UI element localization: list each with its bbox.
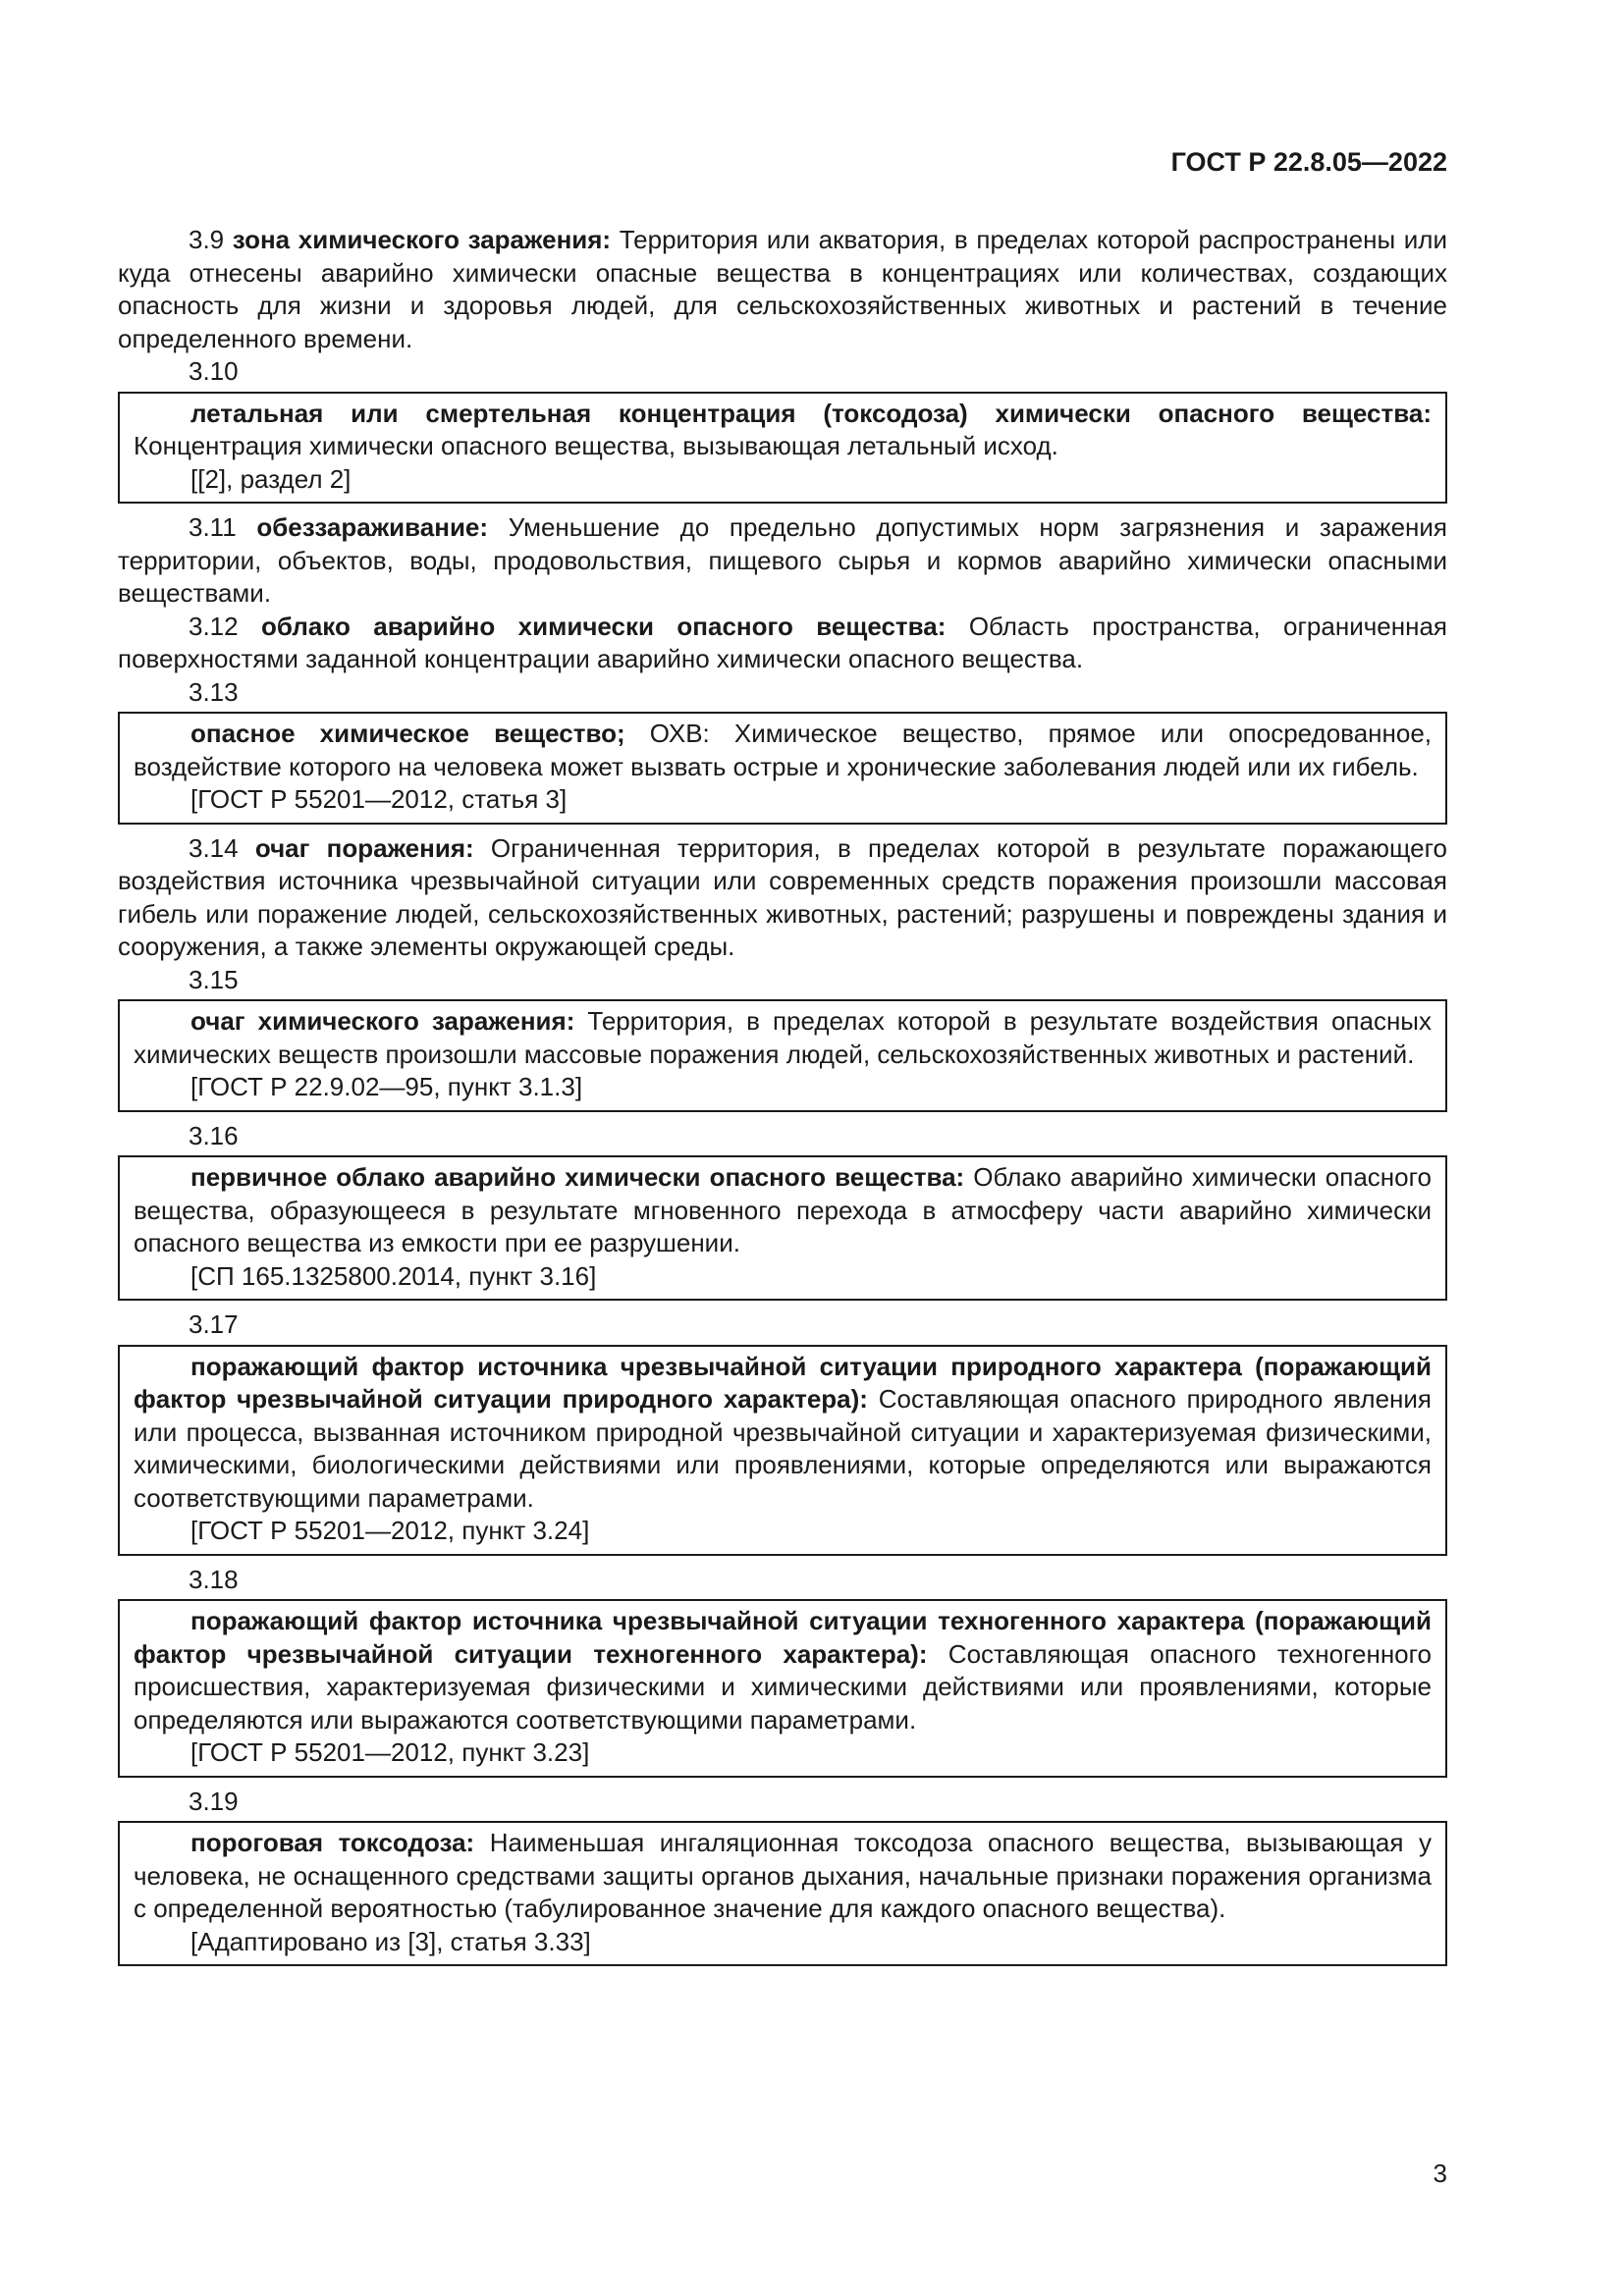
term: очаг химического заражения:	[190, 1006, 575, 1036]
clause-number: 3.10	[189, 356, 239, 386]
page-number: 3	[1433, 2159, 1447, 2188]
definition-text: Составляющая опасного техногенного происшествия, характеризуемая физическими и химическими действиями или проявлениями, которые определяются или выражаются соответствующими параметрами.	[134, 1638, 1433, 1735]
definition-paragraph	[134, 1351, 1432, 1516]
definition-box	[118, 1821, 1447, 1966]
definition-source: [СП 165.1325800.2014, пункт 3.16]	[190, 1260, 597, 1291]
clause-number: 3.12	[189, 611, 239, 641]
term: зона химического заражения:	[232, 225, 612, 254]
definition-text: Территория, в пределах которой в результате воздействия опасных химических веществ произошли массовые поражения людей, сельскохозяйственных животных и растений.	[134, 1006, 1432, 1069]
definition-text: Территория или акватория, в пределах которой распространены или куда отнесены аварийно химически опасные вещества в концентрациях или количествах, создающих опасность для жизни и здоровья людей, для сельскохозяйственных животных и растений в течение определенного времени.	[118, 225, 1447, 353]
definition-box	[118, 1599, 1447, 1778]
definition-text: Концентрация химически опасного вещества, вызывающая летальный исход.	[134, 431, 1058, 460]
definition-paragraph	[134, 1827, 1432, 1926]
definition-text: Составляющая опасного природного явления или процесса, вызванная источником природной чрезвычайной ситуации и характеризуемая физическими, химическими, биологическими действиями или проявлениями, которые определяются или выражаются соответствующими параметрами.	[134, 1384, 1432, 1513]
term: очаг поражения:	[254, 832, 474, 863]
term: обеззараживание:	[256, 512, 489, 542]
clause-number: 3.18	[189, 1564, 239, 1594]
term: пороговая токсодоза:	[190, 1828, 475, 1857]
clause-number: 3.9	[189, 225, 225, 254]
clause-number: 3.15	[189, 964, 239, 994]
definition-source: [[2], раздел 2]	[190, 463, 352, 494]
definition-paragraph	[134, 398, 1432, 463]
definition-paragraph	[134, 718, 1432, 783]
term: облако аварийно химически опасного вещества:	[261, 611, 947, 641]
definition-paragraph	[134, 1161, 1432, 1260]
definition-source: [ГОСТ Р 55201—2012, пункт 3.23]	[190, 1737, 590, 1767]
definition-box	[118, 999, 1447, 1112]
definition-box	[118, 1345, 1447, 1556]
definition-source: [ГОСТ Р 22.9.02—95, пункт 3.1.3]	[190, 1072, 583, 1101]
clause-number: 3.13	[189, 676, 239, 707]
definition-text: Область пространства, ограниченная поверхностями заданной концентрации аварийно химически опасного вещества.	[118, 611, 1447, 673]
definition-box	[118, 392, 1447, 505]
document-content	[118, 224, 1447, 1974]
term: поражающий фактор источника чрезвычайной ситуации техногенного характера (поражающий фактор чрезвычайной ситуации техногенного характера):	[134, 1606, 1432, 1669]
term: летальная или смертельная концентрация (токсодоза) химически опасного вещества:	[190, 398, 1432, 428]
definition-paragraph	[118, 224, 1447, 355]
definition-paragraph	[134, 1605, 1432, 1736]
definition-paragraph	[134, 1005, 1432, 1071]
definition-paragraph	[118, 832, 1447, 964]
definition-text: Уменьшение до предельно допустимых норм загрязнения и заражения территории, объектов, воды, продовольствия, пищевого сырья и кормов аварийно химически опасными веществами.	[118, 512, 1447, 608]
term: опасное химическое вещество;	[190, 719, 625, 748]
definition-source: [ГОСТ Р 55201—2012, пункт 3.24]	[190, 1516, 590, 1545]
document-header: ГОСТ Р 22.8.05—2022	[1170, 147, 1447, 177]
definition-text: Ограниченная территория, в пределах которой в результате поражающего воздействия источника чрезвычайной ситуации или современных средств поражения произошли массовая гибель или поражение людей, сельскохозяйственных животных, растений; разрушены и повреждены здания и сооружения, а также элементы окружающей среды.	[118, 832, 1447, 961]
definition-box	[118, 1155, 1447, 1301]
term: поражающий фактор источника чрезвычайной ситуации природного характера (поражающий фактор чрезвычайной ситуации природного характера):	[134, 1351, 1432, 1414]
definition-text: Облако аварийно химически опасного вещества, образующееся в результате мгновенного перехода в атмосферу части аварийно химически опасного вещества из емкости при ее разрушении.	[134, 1162, 1432, 1257]
clause-number: 3.17	[189, 1309, 239, 1339]
definition-source: [Адаптировано из [3], статья 3.33]	[190, 1926, 591, 1956]
clause-number: 3.16	[189, 1120, 239, 1150]
clause-number: 3.11	[189, 512, 237, 542]
clause-number: 3.19	[189, 1786, 239, 1816]
clause-number: 3.14	[189, 832, 239, 863]
definition-text: Наименьшая ингаляционная токсодоза опасного вещества, вызывающая у человека, не оснащенного средствами защиты органов дыхания, начальные признаки поражения организма с определенной вероятностью (табулированное значение для каждого опасного вещества).	[134, 1828, 1432, 1923]
definition-paragraph	[118, 611, 1447, 676]
definition-text: ОХВ: Химическое вещество, прямое или опосредованное, воздействие которого на человека может вызвать острые и хронические заболевания людей или их гибель.	[134, 719, 1433, 781]
definition-paragraph	[118, 511, 1447, 611]
term: первичное облако аварийно химически опасного вещества:	[190, 1162, 965, 1192]
definition-box	[118, 712, 1447, 825]
definition-source: [ГОСТ Р 55201—2012, статья 3]	[190, 784, 568, 814]
